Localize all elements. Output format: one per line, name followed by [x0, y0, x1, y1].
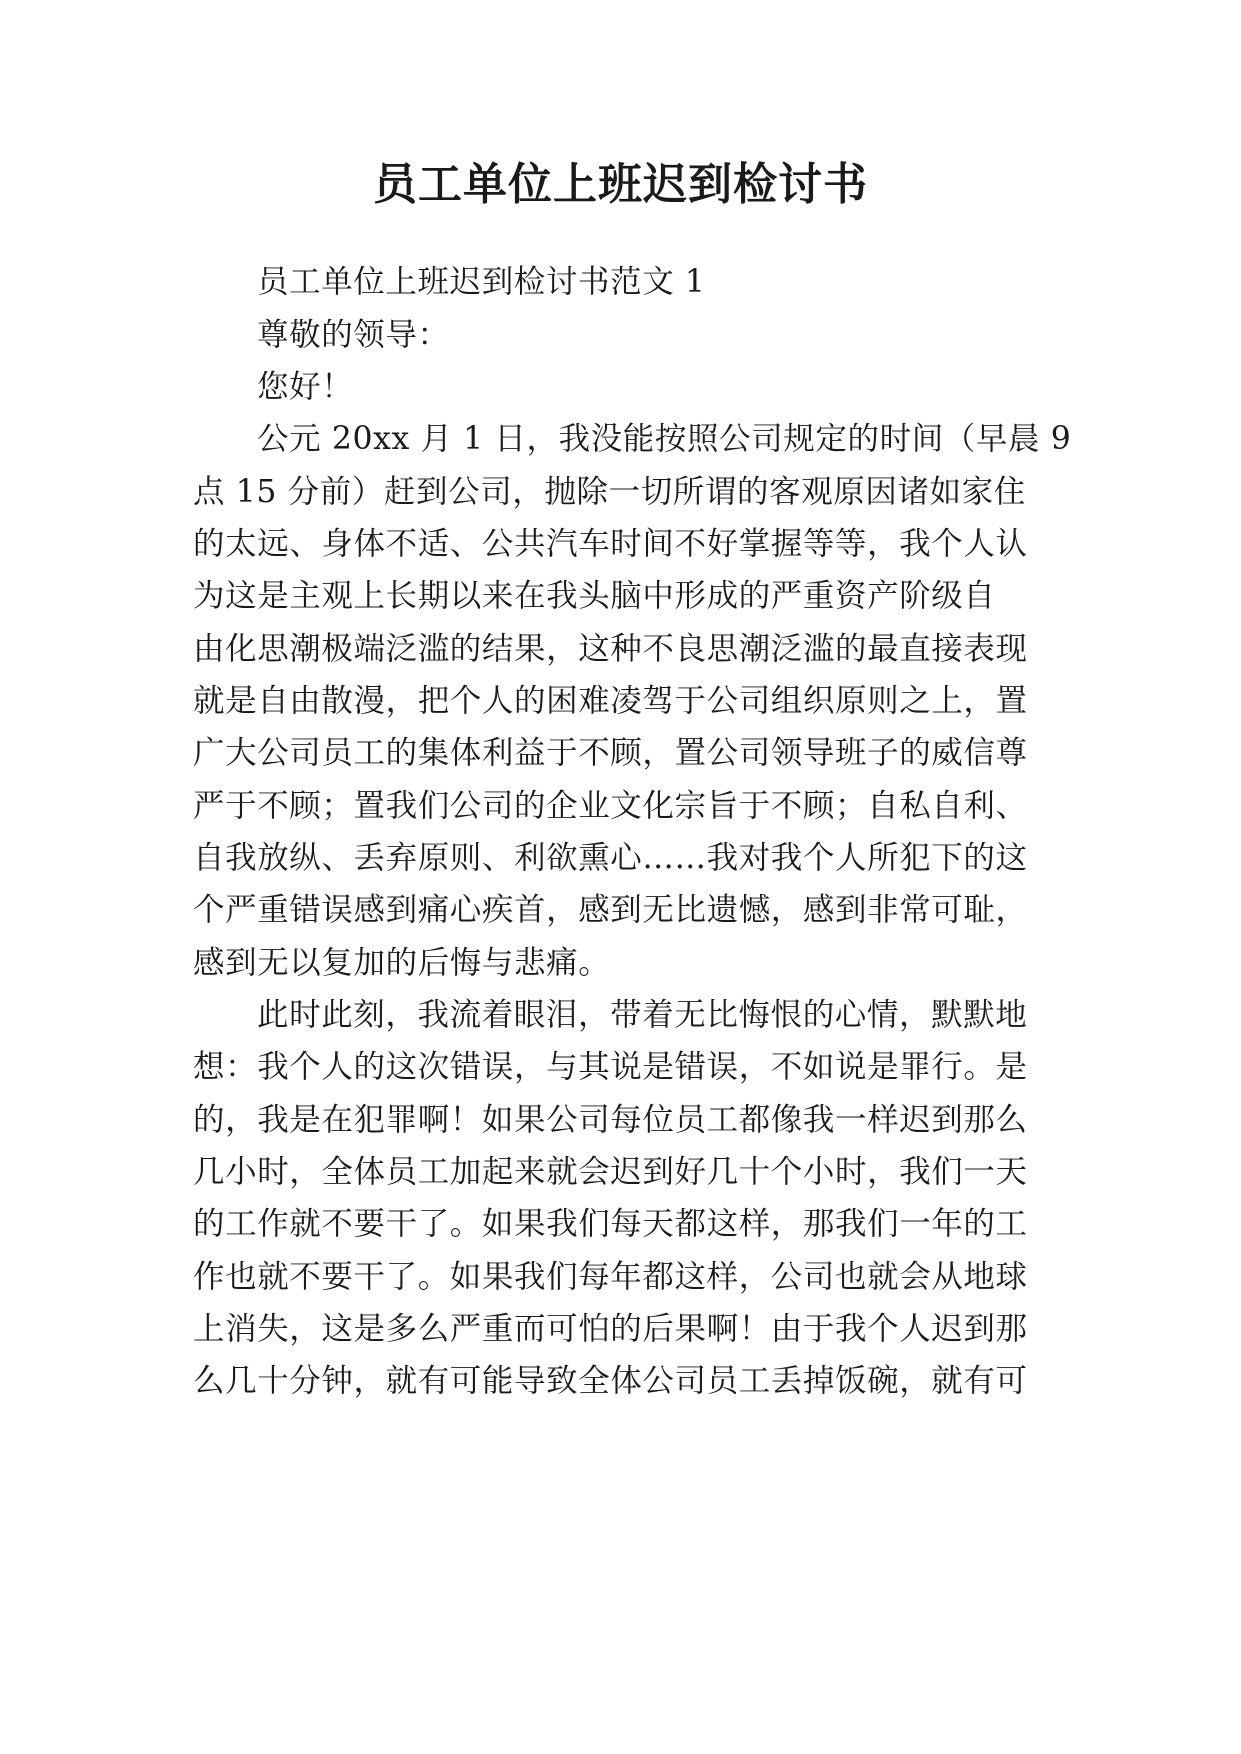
paragraph-2-line-6: 作也就不要干了。如果我们每年都这样，公司也就会从地球 [193, 1259, 1028, 1295]
paragraph-1-line-5: 由化思潮极端泛滥的结果，这种不良思潮泛滥的最直接表现 [193, 631, 1028, 667]
paragraph-1-line-8: 严于不顾；置我们公司的企业文化宗旨于不顾；自私自利、 [193, 788, 1028, 824]
paragraph-1-line-6: 就是自由散漫，把个人的困难凌驾于公司组织原则之上，置 [193, 683, 1028, 719]
greeting-line: 您好！ [257, 369, 354, 405]
paragraph-2-line-5: 的工作就不要干了。如果我们每天都这样，那我们一年的工 [193, 1206, 1028, 1242]
paragraph-1-line-9: 自我放纵、丢弃原则、利欲熏心……我对我个人所犯下的这 [193, 840, 1028, 876]
paragraph-2-line-8: 么几十分钟，就有可能导致全体公司员工丢掉饭碗，就有可 [193, 1363, 1028, 1399]
paragraph-2-line-2: 想：我个人的这次错误，与其说是错误，不如说是罪行。是 [193, 1049, 1028, 1085]
paragraph-1-line-7: 广大公司员工的集体利益于不顾，置公司领导班子的威信尊 [193, 735, 1028, 771]
subtitle-line: 员工单位上班迟到检讨书范文 1 [257, 264, 706, 300]
paragraph-2-line-7: 上消失，这是多么严重而可怕的后果啊！由于我个人迟到那 [193, 1311, 1028, 1347]
paragraph-1-line-11: 感到无以复加的后悔与悲痛。 [193, 945, 611, 981]
document-title: 员工单位上班迟到检讨书 [373, 159, 868, 210]
paragraph-2-line-4: 几小时，全体员工加起来就会迟到好几十个小时，我们一天 [193, 1154, 1028, 1190]
paragraph-1-line-10: 个严重错误感到痛心疾首，感到无比遗憾，感到非常可耻， [193, 892, 1028, 928]
paragraph-1-line-4: 为这是主观上长期以来在我头脑中形成的严重资产阶级自 [193, 578, 996, 614]
paragraph-1-line-1: 公元 20xx 月 1 日，我没能按照公司规定的时间（早晨 9 [257, 421, 1072, 457]
paragraph-1-line-3: 的太远、身体不适、公共汽车时间不好掌握等等，我个人认 [193, 526, 1028, 562]
paragraph-2-line-1: 此时此刻，我流着眼泪，带着无比悔恨的心情，默默地 [257, 997, 1028, 1033]
paragraph-2-line-3: 的，我是在犯罪啊！如果公司每位员工都像我一样迟到那么 [193, 1102, 1028, 1138]
salutation-line: 尊敬的领导： [257, 317, 450, 353]
paragraph-1-line-2: 点 15 分前）赶到公司，抛除一切所谓的客观原因诸如家住 [193, 474, 1026, 510]
